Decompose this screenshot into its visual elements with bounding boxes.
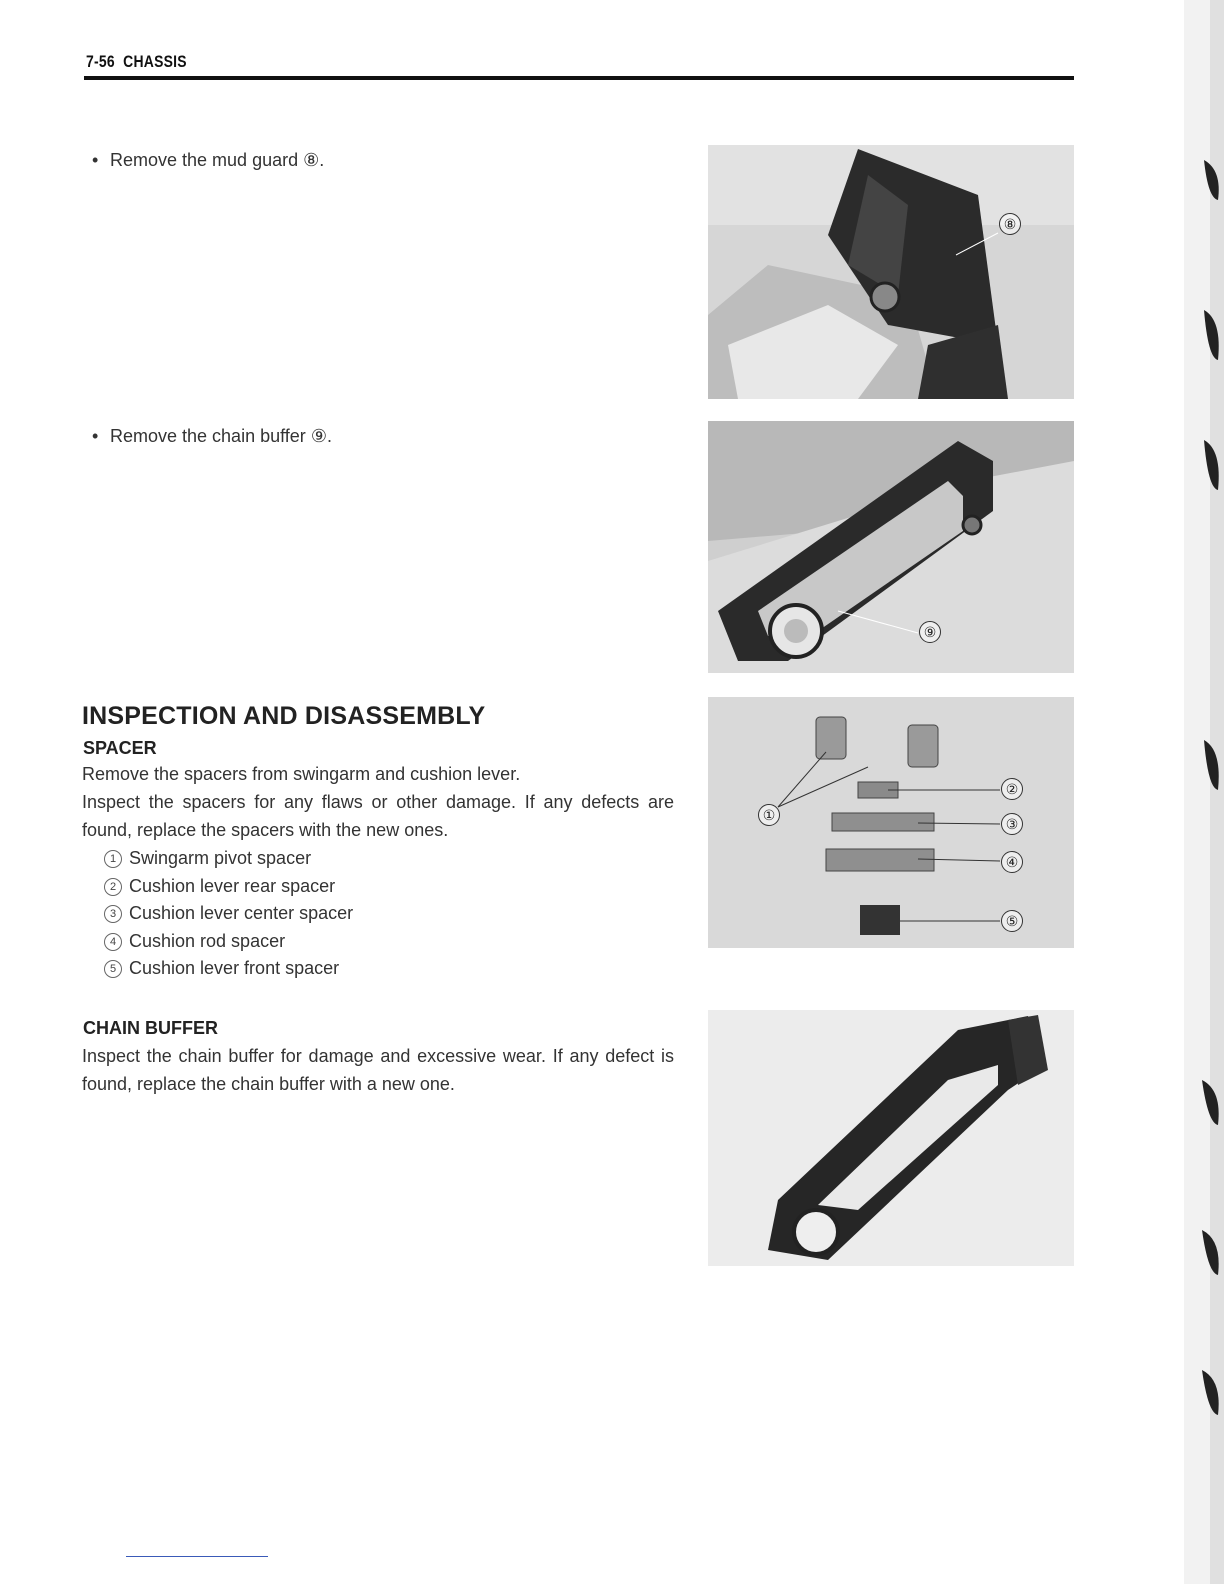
chain-buffer-detail-photo: [708, 1010, 1074, 1266]
page-header: [84, 50, 1074, 84]
callout-3: ③: [1001, 813, 1023, 835]
step-ref: ⑧: [303, 150, 320, 170]
mud-guard-photo: [708, 145, 1074, 399]
part-number: 2: [104, 878, 122, 896]
part-number: 5: [104, 960, 122, 978]
part-label: Cushion lever center spacer: [129, 903, 354, 924]
chain-buffer-text: Inspect the chain buffer for damage and excessive wear. If any defect is found, replace the chain buffer with a new one.: [82, 1046, 674, 1094]
bullet-icon: •: [92, 426, 99, 446]
part-number: 3: [104, 905, 122, 923]
part-number: 1: [104, 850, 122, 868]
list-item: [104, 928, 353, 956]
step-ref: ⑨: [310, 426, 327, 446]
part-label: Swingarm pivot spacer: [129, 848, 312, 868]
callout-5: ⑤: [1001, 910, 1023, 932]
callout-8: ⑧: [999, 213, 1021, 235]
step-text: Remove the chain buffer: [110, 426, 306, 446]
spacer-parts-list: [104, 845, 353, 983]
spacers-photo: [708, 697, 1074, 948]
list-item: [104, 873, 353, 901]
list-item: [104, 955, 353, 983]
chain-buffer-image: [708, 421, 1074, 673]
callout-4: ④: [1001, 851, 1023, 873]
chain-buffer-detail-image: [708, 1010, 1074, 1266]
callout-1: ①: [758, 804, 780, 826]
spacer-heading: SPACER: [83, 738, 157, 758]
part-label: Cushion rod spacer: [129, 930, 286, 951]
list-item: [104, 900, 353, 928]
callout-9: ⑨: [919, 621, 941, 643]
spacer-remove-text: Remove the spacers from swingarm and cushion lever.: [82, 764, 521, 784]
mud-guard-image: [708, 145, 1074, 399]
chain-buffer-heading: CHAIN BUFFER: [83, 1018, 218, 1038]
part-label: Cushion lever front spacer: [129, 958, 340, 979]
part-number: 4: [104, 933, 122, 951]
section-title: CHASSIS: [123, 52, 187, 71]
header-rule: [84, 76, 1074, 80]
step-remove-mud-guard: • Remove the mud guard ⑧.: [92, 150, 325, 170]
list-item: [104, 845, 353, 873]
section-heading: INSPECTION AND DISASSEMBLY: [82, 702, 486, 730]
chain-buffer-photo: [708, 421, 1074, 673]
part-label: Cushion lever rear spacer: [129, 875, 336, 896]
header-text: [86, 52, 187, 72]
callout-2: ②: [1001, 778, 1023, 800]
binder-edge-decoration: [1144, 0, 1224, 1584]
bullet-icon: •: [92, 150, 99, 170]
page-number: 7-56: [86, 52, 115, 71]
footer-line: [126, 1556, 268, 1557]
step-text: Remove the mud guard: [110, 150, 299, 170]
step-remove-chain-buffer: • Remove the chain buffer ⑨.: [92, 426, 332, 446]
spacer-inspect-text: Inspect the spacers for any flaws or other damage. If any defects are found, replace the spacers with the new ones.: [82, 792, 674, 840]
